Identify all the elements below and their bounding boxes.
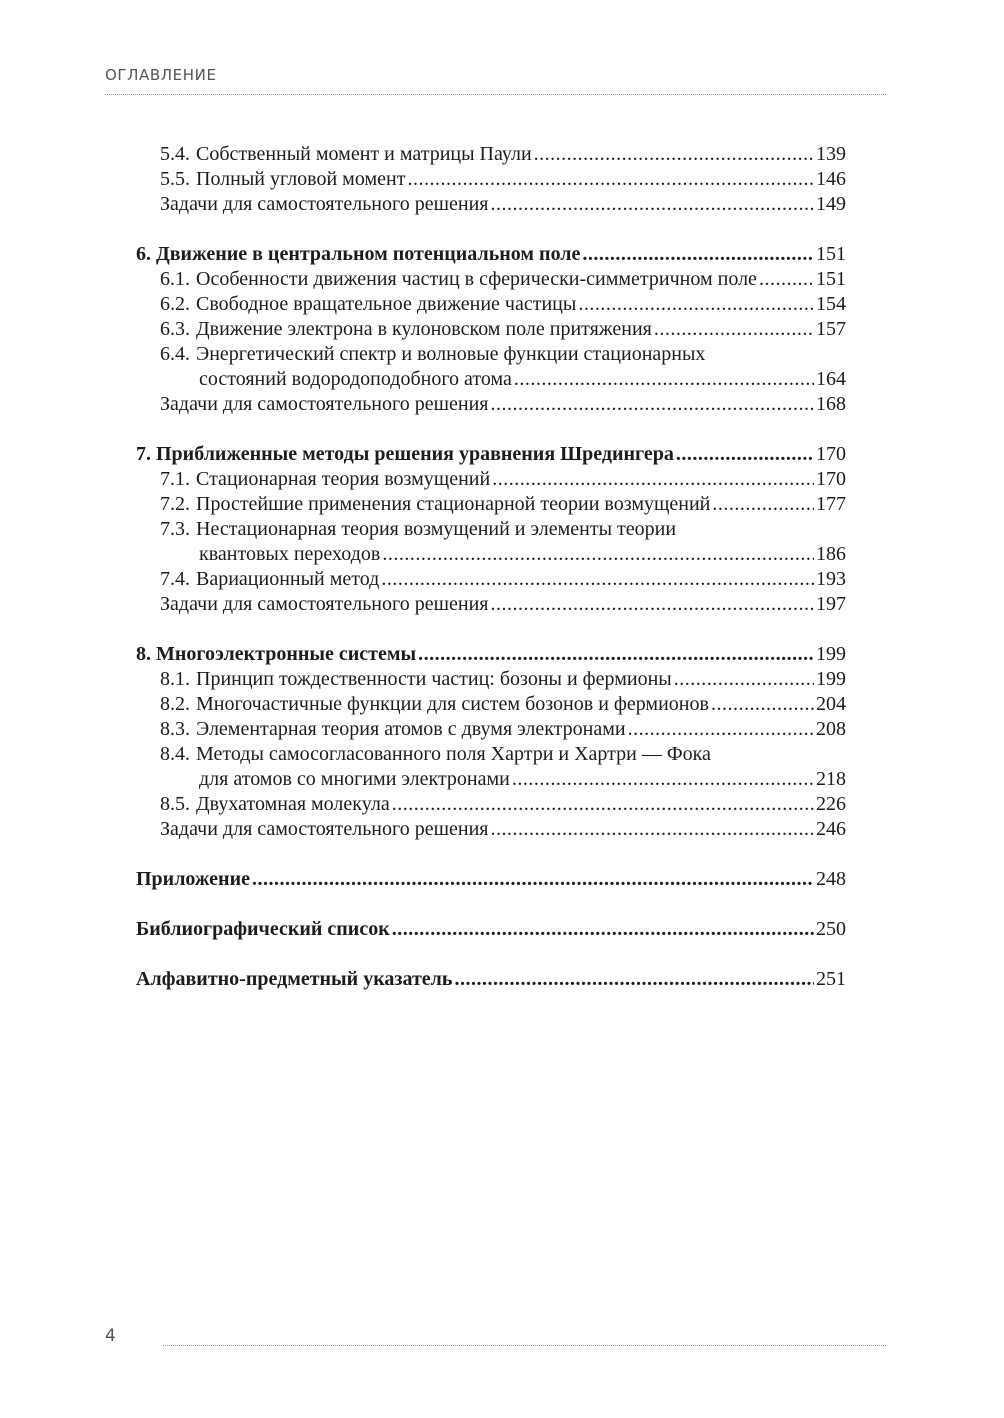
toc-entry-5-exercises[interactable] xyxy=(136,192,846,217)
dot-leader xyxy=(490,192,814,217)
entry-page: 197 xyxy=(816,593,846,615)
entry-number: 5.5. xyxy=(160,168,190,190)
header-dotted-rule xyxy=(105,94,886,95)
dot-leader xyxy=(712,492,814,517)
dot-leader xyxy=(381,567,814,592)
entry-page: 208 xyxy=(816,718,846,740)
page-number: 4 xyxy=(105,1326,116,1346)
toc-entry-6-4[interactable] xyxy=(136,342,846,367)
entry-page: 218 xyxy=(816,768,846,790)
chapter-title: 8. Многоэлектронные системы xyxy=(136,643,417,665)
entry-page: 149 xyxy=(816,193,846,215)
toc-entry-7-exercises[interactable] xyxy=(136,592,846,617)
dot-leader xyxy=(628,717,814,742)
toc-entry-6-4-continued[interactable] xyxy=(136,367,846,392)
toc-entry-7-1[interactable] xyxy=(136,467,846,492)
toc-appendix[interactable] xyxy=(136,867,846,892)
toc-entry-8-3[interactable] xyxy=(136,717,846,742)
entry-title-continued: для атомов со многими электронами xyxy=(199,768,510,790)
entry-page: 246 xyxy=(816,818,846,840)
chapter-page: 250 xyxy=(816,918,846,940)
entry-page: 177 xyxy=(816,493,846,515)
entry-title: Нестационарная теория возмущений и элементы теории xyxy=(196,518,677,540)
dot-leader xyxy=(407,167,814,192)
dot-leader xyxy=(514,367,814,392)
entry-title-continued: состояний водородоподобного атома xyxy=(199,368,512,390)
entry-number: 6.2. xyxy=(160,293,190,315)
entry-number: 8.2. xyxy=(160,693,190,715)
chapter-page: 251 xyxy=(816,968,846,990)
toc-entry-8-4-continued[interactable] xyxy=(136,767,846,792)
entry-page: 146 xyxy=(816,168,846,190)
entry-page: 164 xyxy=(816,368,846,390)
toc-chapter-7[interactable] xyxy=(136,442,846,467)
entry-page: 186 xyxy=(816,543,846,565)
toc-entry-6-1[interactable] xyxy=(136,267,846,292)
toc-entry-7-3-continued[interactable] xyxy=(136,542,846,567)
dot-leader xyxy=(676,442,814,467)
entry-number: 8.1. xyxy=(160,668,190,690)
toc-entry-7-3[interactable] xyxy=(136,517,846,542)
toc-entry-8-5[interactable] xyxy=(136,792,846,817)
entry-title: Двухатомная молекула xyxy=(196,793,390,815)
toc-entry-5-5[interactable] xyxy=(136,167,846,192)
entry-title: Принцип тождественности частиц: бозоны и фермионы xyxy=(196,668,672,690)
dot-leader xyxy=(252,867,814,892)
toc-entry-8-1[interactable] xyxy=(136,667,846,692)
entry-title: Стационарная теория возмущений xyxy=(196,468,491,490)
entry-page: 157 xyxy=(816,318,846,340)
entry-title: Методы самосогласованного поля Хартри и Хартри — Фока xyxy=(196,743,711,765)
entry-title: Собственный момент и матрицы Паули xyxy=(196,143,532,165)
entry-number: 6.4. xyxy=(160,343,190,365)
entry-number: 8.3. xyxy=(160,718,190,740)
entry-number: 7.2. xyxy=(160,493,190,515)
entry-page: 139 xyxy=(816,143,846,165)
running-header: ОГЛАВЛЕНИЕ xyxy=(105,66,217,84)
entry-page: 193 xyxy=(816,568,846,590)
entry-title: Полный угловой момент xyxy=(196,168,406,190)
dot-leader xyxy=(512,767,814,792)
entry-title: Задачи для самостоятельного решения xyxy=(160,393,489,415)
chapter-page: 248 xyxy=(816,868,846,890)
table-of-contents xyxy=(136,142,846,992)
dot-leader xyxy=(578,292,814,317)
dot-leader xyxy=(534,142,814,167)
toc-entry-8-4[interactable] xyxy=(136,742,846,767)
dot-leader xyxy=(490,392,814,417)
dot-leader xyxy=(490,592,814,617)
entry-title: Вариационный метод xyxy=(196,568,380,590)
dot-leader xyxy=(654,317,814,342)
entry-title: Энергетический спектр и волновые функции стационарных xyxy=(196,343,706,365)
footer-dotted-rule xyxy=(163,1345,886,1346)
toc-entry-5-4[interactable] xyxy=(136,142,846,167)
dot-leader xyxy=(674,667,814,692)
entry-number: 7.4. xyxy=(160,568,190,590)
chapter-title: Приложение xyxy=(136,868,250,890)
entry-title: Движение электрона в кулоновском поле притяжения xyxy=(196,318,652,340)
dot-leader xyxy=(454,967,814,992)
entry-page: 226 xyxy=(816,793,846,815)
entry-title: Простейшие применения стационарной теории возмущений xyxy=(196,493,711,515)
entry-title-continued: квантовых переходов xyxy=(199,543,381,565)
chapter-page: 170 xyxy=(816,443,846,465)
entry-number: 8.5. xyxy=(160,793,190,815)
toc-entry-8-2[interactable] xyxy=(136,692,846,717)
entry-title: Задачи для самостоятельного решения xyxy=(160,593,489,615)
dot-leader xyxy=(582,242,814,267)
entry-number: 6.3. xyxy=(160,318,190,340)
toc-entry-6-3[interactable] xyxy=(136,317,846,342)
chapter-page: 151 xyxy=(816,243,846,265)
toc-bibliography[interactable] xyxy=(136,917,846,942)
dot-leader xyxy=(759,267,814,292)
entry-page: 168 xyxy=(816,393,846,415)
entry-number: 6.1. xyxy=(160,268,190,290)
toc-entry-7-2[interactable] xyxy=(136,492,846,517)
toc-entry-8-exercises[interactable] xyxy=(136,817,846,842)
entry-title: Задачи для самостоятельного решения xyxy=(160,193,489,215)
chapter-title: 6. Движение в центральном потенциальном поле xyxy=(136,243,581,265)
entry-title: Свободное вращательное движение частицы xyxy=(196,293,577,315)
dot-leader xyxy=(492,467,814,492)
dot-leader xyxy=(418,642,814,667)
entry-number: 8.4. xyxy=(160,743,190,765)
toc-chapter-8[interactable] xyxy=(136,642,846,667)
toc-chapter-6[interactable] xyxy=(136,242,846,267)
entry-title: Элементарная теория атомов с двумя электронами xyxy=(196,718,626,740)
toc-entry-6-exercises[interactable] xyxy=(136,392,846,417)
entry-page: 154 xyxy=(816,293,846,315)
entry-page: 151 xyxy=(816,268,846,290)
toc-entry-7-4[interactable] xyxy=(136,567,846,592)
chapter-title: 7. Приближенные методы решения уравнения Шредингера xyxy=(136,443,674,465)
dot-leader xyxy=(711,692,814,717)
dot-leader xyxy=(392,792,814,817)
toc-subject-index[interactable] xyxy=(136,967,846,992)
dot-leader xyxy=(392,917,814,942)
dot-leader xyxy=(382,542,814,567)
entry-page: 204 xyxy=(816,693,846,715)
toc-entry-6-2[interactable] xyxy=(136,292,846,317)
dot-leader xyxy=(490,817,814,842)
entry-page: 170 xyxy=(816,468,846,490)
chapter-page: 199 xyxy=(816,643,846,665)
entry-number: 7.1. xyxy=(160,468,190,490)
chapter-title: Библиографический список xyxy=(136,918,390,940)
entry-number: 7.3. xyxy=(160,518,190,540)
entry-title: Многочастичные функции для систем бозонов и фермионов xyxy=(196,693,709,715)
chapter-title: Алфавитно-предметный указатель xyxy=(136,968,453,990)
entry-title: Особенности движения частиц в сферически-симметричном поле xyxy=(196,268,757,290)
entry-page: 199 xyxy=(816,668,846,690)
entry-number: 5.4. xyxy=(160,143,190,165)
entry-title: Задачи для самостоятельного решения xyxy=(160,818,489,840)
